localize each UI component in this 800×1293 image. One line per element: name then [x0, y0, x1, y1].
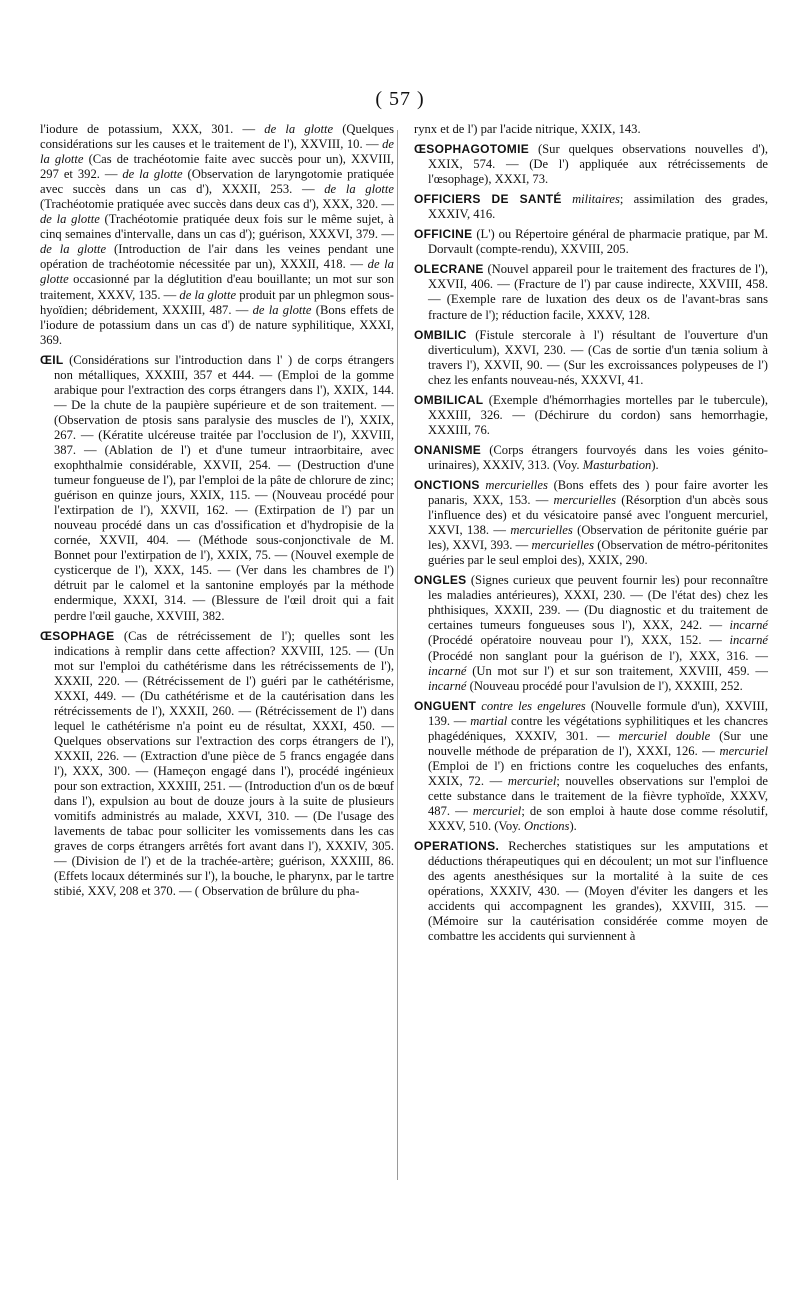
entry-text: (L') ou Répertoire général de pharmacie pratique, par M. Dorvault (compte-rendu), XXVIII, 205. [428, 227, 768, 257]
entry-text: ; assimilation des grades, XXXIV, 416. [428, 192, 768, 222]
entry-text: produit par un phlegmon sous-hyoïdien; débridement, XXXIII, 487. — [40, 287, 394, 317]
entry-italic-text: incarné [428, 678, 467, 693]
entry-italic-text: de la glotte [324, 182, 394, 197]
entry-headword: OPERATIONS. [414, 839, 500, 854]
entry-italic-text: mercurielles [485, 477, 548, 492]
entry-italic-text: Masturbation [582, 457, 652, 472]
entry-text: l'iodure de potassium, XXX, 301. — [40, 122, 265, 136]
entry-headword: ONGLES [414, 573, 467, 588]
index-entry [414, 393, 768, 438]
entry-text: (Cas de rétrécissement de l'); quelles sont les indications à remplir dans cette affection? XXVIII, 125. — (Un mot sur l'emploi du cathétérisme dans les rétrécissements de l'), XXXII, 220. — (Rétrécissement de l') guéri par le cathétérisme, XXXI, 449. — (Du cathétérisme et de la cautérisation dans les rétrécissements de l'), XXXII, 260. — (Rétrécissement de l') dans lequel le cathétérisme n'a point eu de résultat, XXXI, 450. — Quelques observations sur l'extraction des corps étrangers de l'), XXXII, 226. — (Extraction d'une pièce de 5 francs engagée dans l'), XXX, 300. — (Hameçon engagé dans l'), procédé ingénieux pour son extraction, XXXIII, 251. — (Introduction d'un os de bœuf dans l'), expulsion au bout de douze jours à la suite de plusieurs vomitifs administrés au malade, XXVI, 310. — (De l'usage des lavements de tabac pour solliciter les vomissements dans les cas graves de corps étrangers arrêtés fort avant dans l'), XXXIV, 305. — (Division de l') et de la trachée-artère; guérison, XXXIII, 86. (Effets locaux déterminés sur l'), la bouche, le pharynx, par le tartre stibié, XXV, 208 et 370. — ( Observation de brûlure du pha- [54, 628, 394, 899]
entry-italic-text: contre les engelures [481, 698, 586, 713]
entry-italic-text: mercuriel double [618, 728, 711, 743]
entry-text: (Observation de métro-péritonites guéries par le seul emploi des), XXIX, 290. [428, 538, 768, 568]
entry-text: (Cas de trachéotomie faite avec succès pour un), XXVIII, 297 et 392. — [40, 152, 394, 182]
index-entry [414, 699, 768, 834]
entry-text: (Sur quelques observations nouvelles d'), XXIX, 574. — (De l') appliquée aux rétrécissements de l'œsophage), XXXI, 73. [428, 142, 768, 187]
entry-italic-text: de la glotte [40, 257, 394, 287]
entry-italic-text: mercuriel [719, 743, 768, 758]
index-entry [414, 122, 768, 137]
entry-italic-text: de la glotte [179, 287, 237, 302]
entry-italic-text: de la glotte [40, 242, 107, 257]
entry-italic-text: incarné [729, 618, 768, 633]
entry-text: ). [569, 819, 577, 834]
entry-headword: ŒIL [40, 352, 64, 367]
index-entry [414, 142, 768, 187]
entry-headword: OFFICINE [414, 227, 473, 242]
entry-italic-text: martial [470, 713, 508, 728]
entry-italic-text: de la glotte [264, 122, 334, 136]
entry-text: (Trachéotomie pratiquée deux fois sur le même sujet, à cinq semaines d'intervalle, dans un cas d'); guérison, XXXVI, 379. — [40, 212, 394, 242]
entry-headword: OLECRANE [414, 262, 484, 277]
entry-text: (Considérations sur l'introduction dans l' ) de corps étrangers non métalliques, XXXIII, 357 et 444. — (Emploi de la gomme arabique pour l'extraction des corps étrangers dans l'), XXIX, 144. — De la chute de la paupière supérieure et de son traitement. — (Observation de ptosis sans paralysie des muscles de l'), XXIX, 267. — (Kératite ulcéreuse traitée par l'occlusion de l'), XXVIII, 387. — (Ablation de l') et d'une tumeur intraorbitaire, avec exophthalmie considérable, XXVII, 254. — (Destruction d'une tumeur fongueuse de l'), par l'emploi de la pâte de chlorure de zinc; guérison en quinze jours, XXIX, 115. — (Nouveau procédé pour l'extirpation de l'), XXVII, 162. — (Extirpation de l') par un nouveau procédé dans un cas d'ossification et d'hydropisie de la cornée, XXVII, 404. — (Méthode sous-conjonctivale de M. Bonnet pour l'extirpation de l'), XXIX, 75. — (Nouvel exemple de cysticerque de l'), XXX, 145. — (Ver dans les chambres de l') détruit par le calomel et la santonine employés par la méthode endermique, XXXI, 314. — (Blessure de l'œil droit qui a fait perdre l'œil gauche, XXVIII, 382. [54, 352, 394, 623]
index-entry [414, 328, 768, 388]
entry-text: (Procédé non sanglant pour la guérison de l'), XXX, 316. — [428, 648, 768, 663]
index-entry [40, 629, 394, 900]
entry-text: Recherches statistiques sur les amputations et déductions thérapeutiques qui en découlent; un mot sur l'influence des agents anesthésiques sur la mortalité à la suite de ces opérations, XXXIV, 430. — (Moyen d'éviter les dangers et les accidents qui accompagnent les grandes), XXVIII, 315. — (Mémoire sur la cautérisation considérée comme moyen de combattre les accidents qui surviennent à [428, 839, 768, 944]
entry-italic-text: mercurielles [553, 493, 617, 508]
entry-italic-text: incarné [729, 633, 768, 648]
entry-text: (Un mot sur l') et sur son traitement, XXVIII, 459. — [466, 663, 768, 678]
entry-text: (Signes curieux que peuvent fournir les) pour reconnaître les maladies antérieures), XXXI, 230. — (De l'état des) chez les phthisiques, XXXII, 239. — (Du diagnostic et du traitement de certaines tumeurs fongueuses sous l'), XXX, 242. — [428, 573, 768, 633]
index-entry [414, 227, 768, 257]
entry-text [562, 192, 572, 206]
index-entry [40, 353, 394, 624]
index-entry [414, 443, 768, 473]
index-entry [414, 192, 768, 222]
entry-text: (Introduction de l'air dans les veines pendant une opération de trachéotomie nécessitée par un), XXXII, 418. — [40, 242, 394, 272]
index-entry [414, 262, 768, 322]
index-entry [414, 573, 768, 693]
entry-italic-text: mercurielles [531, 538, 594, 553]
entry-headword: ONANISME [414, 442, 482, 457]
right-column [414, 122, 768, 949]
entry-italic-text: de la glotte [122, 167, 183, 182]
entry-headword: OMBILIC [414, 327, 467, 342]
entry-headword: OMBILICAL [414, 392, 484, 407]
index-entry [40, 122, 394, 348]
entry-text: (Trachéotomie pratiquée avec succès dans deux cas d'), XXX, 320. — [40, 197, 394, 212]
entry-text: (Emploi de l') en frictions contre les coqueluches des enfants, XXIX, 72. — [428, 758, 768, 788]
entry-text: (Nouvel appareil pour le traitement des fractures de l'), XXVII, 406. — (Fracture de l') par cause indirecte, XXVIII, 458. — (Exemple rare de luxation des deux os de l'avant-bras sans fracture de l'); réduction facile, XXXV, 128. [428, 262, 768, 322]
column-divider [397, 130, 398, 1180]
entry-text: (Exemple d'hémorrhagies mortelles par le tubercule), XXXIII, 326. — (Déchirure du cordon) sans hemorrhagie, XXXIII, 76. [428, 392, 768, 437]
entry-text: contre les végétations syphilitiques et les chancres phagédéniques, XXXIV, 301. — [428, 713, 768, 743]
entry-italic-text: mercurielles [510, 523, 573, 538]
entry-text: (Nouvelle formule d'un), XXVIII, 139. — [428, 698, 768, 728]
entry-italic-text: Onctions [523, 819, 570, 834]
index-entry [414, 839, 768, 944]
entry-text: (Fistule stercorale à l') résultant de l'ouverture d'un diverticulum), XXVI, 230. — (Cas de sortie d'un tænia solium à travers l'), XXVII, 90. — (Sur les excroissances polypeuses de l') chez les enfants nouveau-nés, XXXVI, 41. [428, 327, 768, 387]
page-number: ( 57 ) [375, 88, 425, 110]
entry-italic-text: militaires [572, 192, 620, 207]
entry-text: (Observation de laryngotomie pratiquée avec succès dans un cas d'), XXXII, 253. — [40, 167, 394, 197]
index-entry [414, 478, 768, 568]
entry-text: (Quelques considérations sur les causes et le traitement de l'), XXVIII, 10. — [40, 122, 394, 152]
entry-text: (Sur une nouvelle méthode de préparation de l'), XXXI, 126. — [428, 728, 769, 758]
entry-headword: ONCTIONS [414, 477, 480, 492]
entry-text: (Nouveau procédé pour l'avulsion de l'), XXXIII, 252. [466, 678, 743, 693]
entry-text: rynx et de l') par l'acide nitrique, XXIX, 143. [414, 122, 641, 136]
entry-text: (Bons effets de l'iodure de potassium dans un cas d') de nature syphilitique, XXXI, 369. [40, 302, 394, 347]
left-column [40, 122, 394, 904]
entry-italic-text: incarné [428, 663, 467, 678]
entry-text: (Procédé opératoire nouveau pour l'), XXX, 152. — [428, 633, 730, 648]
entry-text: ). [651, 457, 659, 472]
entry-italic-text: de la glotte [252, 302, 312, 317]
entry-headword: ŒSOPHAGOTOMIE [414, 142, 530, 157]
entry-text: (Corps étrangers fourvoyés dans les voies génito-urinaires), XXXIV, 313. (Voy. [428, 442, 768, 472]
entry-headword: ONGUENT [414, 698, 477, 713]
entry-headword: OFFICIERS DE SANTÉ [414, 192, 562, 207]
entry-headword: ŒSOPHAGE [40, 628, 115, 643]
entry-text: occasionné par la déglutition d'eau bouillante; un mot sur son traitement, XXXV, 135. — [40, 272, 394, 302]
entry-italic-text: de la glotte [40, 137, 394, 167]
entry-italic-text: mercuriel [507, 773, 557, 788]
entry-text: ; de son emploi à haute dose comme résolutif, XXXV, 510. (Voy. [428, 803, 768, 834]
entry-text: (Résorption d'un abcès sous l'influence des) et du vésicatoire pansé avec l'onguent mercuriel, XXVI, 138. — [428, 493, 768, 538]
entry-text: ; nouvelles observations sur l'emploi de cette substance dans le traitement de la fièvre typhoïde, XXXV, 487. — [428, 773, 768, 818]
entry-text: (Observation de péritonite guérie par les), XXVI, 393. — [428, 523, 768, 553]
entry-italic-text: de la glotte [40, 212, 100, 227]
entry-text: (Bons effets des ) pour faire avorter les panaris, XXX, 153. — [428, 477, 768, 508]
entry-italic-text: mercuriel [472, 803, 522, 818]
